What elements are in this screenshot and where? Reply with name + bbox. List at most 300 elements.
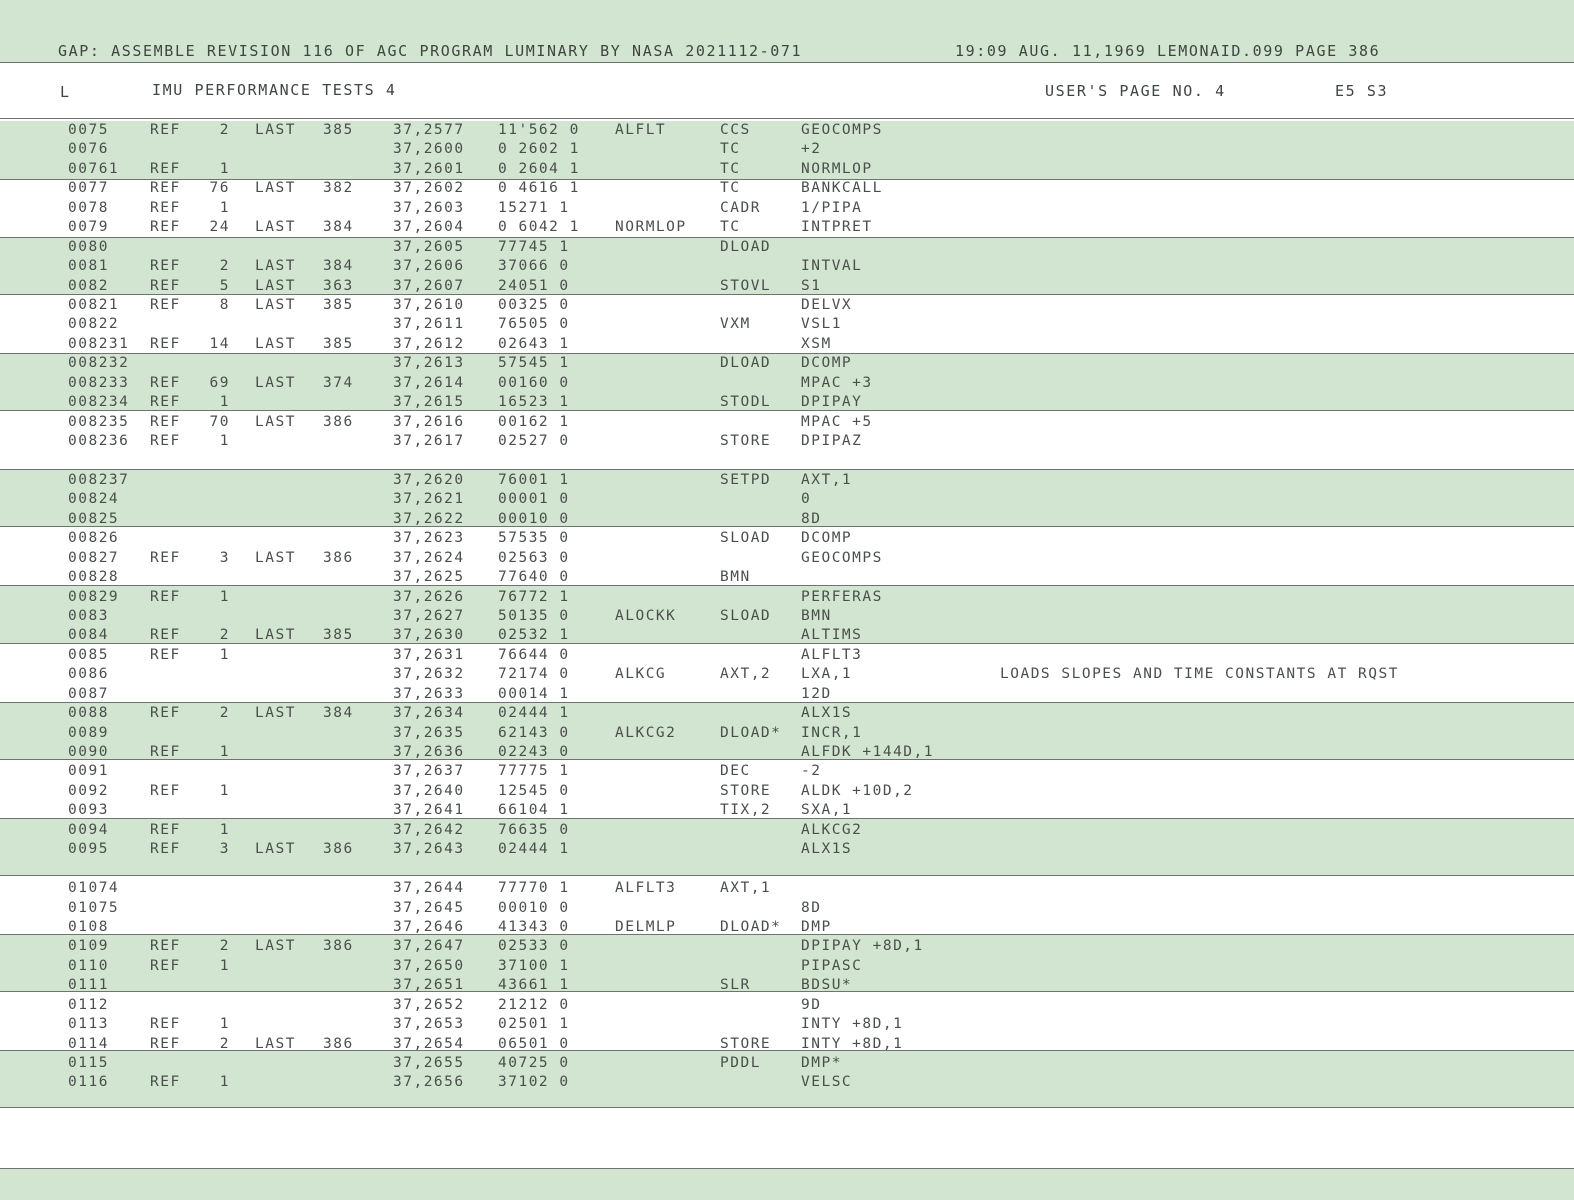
band-rule — [0, 1168, 1574, 1169]
address: 37,2641 — [393, 802, 465, 819]
operand: VSL1 — [801, 316, 842, 333]
operand: 8D — [801, 510, 822, 527]
listing-row — [0, 296, 1574, 315]
line-number: 0114 — [68, 1035, 109, 1052]
address: 37,2613 — [393, 355, 465, 372]
opcode: DLOAD* — [720, 724, 782, 741]
operand: ALKCG2 — [801, 821, 863, 838]
octal-word: 50135 0 — [498, 607, 570, 624]
line-number: 0086 — [68, 666, 109, 683]
ref-marker: REF — [150, 433, 181, 449]
opcode: STOVL — [720, 277, 772, 294]
symbol-label: ALOCKK — [615, 607, 677, 624]
last-page: 386 — [323, 938, 354, 955]
address: 37,2616 — [393, 413, 465, 430]
ref-count: 5 — [219, 277, 230, 294]
opcode: AXT,1 — [720, 880, 772, 897]
last-marker: LAST — [255, 122, 296, 138]
operand: ALFLT3 — [801, 646, 863, 663]
octal-word: 0 2602 1 — [498, 141, 580, 158]
octal-word: 40725 0 — [498, 1055, 570, 1071]
last-marker: LAST — [255, 413, 296, 430]
operand: SXA,1 — [801, 802, 853, 819]
ref-marker: REF — [150, 588, 181, 605]
last-page: 386 — [323, 841, 354, 858]
opcode: DLOAD — [720, 355, 772, 372]
listing-row — [0, 160, 1574, 179]
address: 37,2644 — [393, 880, 465, 897]
listing-row — [0, 335, 1574, 354]
line-number: 0081 — [68, 258, 109, 275]
ref-marker: REF — [150, 180, 181, 197]
operand: DPIPAY +8D,1 — [801, 938, 924, 955]
last-marker: LAST — [255, 627, 296, 644]
octal-word: 62143 0 — [498, 724, 570, 741]
octal-word: 43661 1 — [498, 977, 570, 994]
opcode: STORE — [720, 1035, 772, 1052]
octal-word: 76505 0 — [498, 316, 570, 333]
address: 37,2614 — [393, 374, 465, 391]
last-page: 384 — [323, 705, 354, 722]
user-page-number: USER'S PAGE NO. 4 — [1045, 82, 1226, 100]
listing-row — [0, 451, 1574, 470]
line-number: 0113 — [68, 1016, 109, 1033]
line-number: 0079 — [68, 219, 109, 236]
operand: ALTIMS — [801, 627, 863, 644]
address: 37,2621 — [393, 491, 465, 508]
operand: -2 — [801, 763, 822, 780]
ref-marker: REF — [150, 646, 181, 663]
line-number: 0115 — [68, 1055, 109, 1071]
last-marker: LAST — [255, 296, 296, 313]
octal-word: 02533 0 — [498, 938, 570, 955]
header-rule — [0, 118, 1574, 119]
ref-count: 2 — [219, 258, 230, 275]
listing-row — [0, 277, 1574, 296]
operand: PERFERAS — [801, 588, 883, 605]
listing-row — [0, 529, 1574, 548]
line-number: 0092 — [68, 782, 109, 799]
listing-row — [0, 762, 1574, 781]
ref-marker: REF — [150, 938, 181, 955]
operand: 12D — [801, 685, 832, 702]
octal-word: 76001 1 — [498, 471, 570, 488]
ref-count: 1 — [219, 744, 230, 760]
address: 37,2631 — [393, 646, 465, 663]
line-number: 008231 — [68, 335, 130, 352]
address: 37,2655 — [393, 1055, 465, 1071]
line-number: 0075 — [68, 122, 109, 138]
listing-row — [0, 918, 1574, 937]
listing-row — [0, 685, 1574, 704]
operand: AXT,1 — [801, 471, 853, 488]
symbol-label: ALKCG2 — [615, 724, 677, 741]
operand: ALDK +10D,2 — [801, 782, 914, 799]
line-number: 0089 — [68, 724, 109, 741]
opcode: VXM — [720, 316, 751, 333]
address: 37,2612 — [393, 335, 465, 352]
last-page: 384 — [323, 219, 354, 236]
last-marker: LAST — [255, 219, 296, 236]
address: 37,2600 — [393, 141, 465, 158]
ref-count: 2 — [219, 938, 230, 955]
octal-word: 11'562 0 — [498, 122, 580, 138]
octal-word: 76635 0 — [498, 821, 570, 838]
section-title: IMU PERFORMANCE TESTS 4 — [152, 81, 397, 99]
operand: 9D — [801, 996, 822, 1013]
listing-row — [0, 899, 1574, 918]
operand: DMP* — [801, 1055, 842, 1071]
octal-word: 77775 1 — [498, 763, 570, 780]
operand: INTY +8D,1 — [801, 1035, 904, 1052]
symbol-label: DELMLP — [615, 918, 677, 935]
ref-count: 2 — [219, 705, 230, 722]
address: 37,2611 — [393, 316, 465, 333]
operand: +2 — [801, 141, 822, 158]
ref-marker: REF — [150, 821, 181, 838]
address: 37,2643 — [393, 841, 465, 858]
address: 37,2624 — [393, 549, 465, 566]
listing-row — [0, 665, 1574, 684]
opcode: SETPD — [720, 471, 772, 488]
octal-word: 02501 1 — [498, 1016, 570, 1033]
address: 37,2647 — [393, 938, 465, 955]
ref-marker: REF — [150, 277, 181, 294]
line-number: 01075 — [68, 899, 120, 916]
line-number: 00828 — [68, 569, 120, 586]
octal-word: 76772 1 — [498, 588, 570, 605]
listing-row — [0, 510, 1574, 529]
ref-count: 2 — [219, 122, 230, 138]
ref-marker: REF — [150, 413, 181, 430]
listing-row — [0, 413, 1574, 432]
last-page: 382 — [323, 180, 354, 197]
operand: DCOMP — [801, 530, 853, 547]
octal-word: 37066 0 — [498, 258, 570, 275]
line-number: 0090 — [68, 744, 109, 760]
line-number: 0080 — [68, 238, 109, 255]
address: 37,2652 — [393, 996, 465, 1013]
assembly-title: GAP: ASSEMBLE REVISION 116 OF AGC PROGRAM LUMINARY BY NASA 2021112-071 — [58, 42, 803, 60]
last-marker: LAST — [255, 938, 296, 955]
listing-row — [0, 218, 1574, 237]
listing-row — [0, 801, 1574, 820]
octal-word: 37100 1 — [498, 957, 570, 974]
ref-count: 1 — [219, 782, 230, 799]
listing-row — [0, 490, 1574, 509]
last-marker: LAST — [255, 841, 296, 858]
opcode: PDDL — [720, 1055, 761, 1071]
ref-count: 1 — [219, 1074, 230, 1091]
octal-word: 02444 1 — [498, 705, 570, 722]
opcode: TC — [720, 219, 741, 236]
last-marker: LAST — [255, 335, 296, 352]
listing-row — [0, 704, 1574, 723]
line-number: 0087 — [68, 685, 109, 702]
octal-word: 66104 1 — [498, 802, 570, 819]
listing-row — [0, 315, 1574, 334]
listing-row — [0, 957, 1574, 976]
address: 37,2623 — [393, 530, 465, 547]
last-marker: LAST — [255, 277, 296, 294]
last-marker: LAST — [255, 374, 296, 391]
line-number: 008232 — [68, 355, 130, 372]
last-page: 385 — [323, 335, 354, 352]
line-number: 0084 — [68, 627, 109, 644]
green-bar-band — [0, 1168, 1574, 1200]
ref-marker: REF — [150, 1016, 181, 1033]
last-page: 384 — [323, 258, 354, 275]
operand: ALFDK +144D,1 — [801, 744, 934, 760]
listing-row — [0, 1073, 1574, 1092]
listing-flag: L — [60, 83, 71, 101]
line-number: 0082 — [68, 277, 109, 294]
listing-row — [0, 860, 1574, 879]
octal-word: 02643 1 — [498, 335, 570, 352]
opcode: SLOAD — [720, 530, 772, 547]
ref-marker: REF — [150, 122, 181, 138]
opcode: TC — [720, 141, 741, 158]
ref-count: 24 — [209, 219, 230, 236]
ref-marker: REF — [150, 957, 181, 974]
symbol-label: ALFLT — [615, 122, 667, 138]
operand: 8D — [801, 899, 822, 916]
last-page: 374 — [323, 374, 354, 391]
operand: GEOCOMPS — [801, 122, 883, 138]
octal-word: 06501 0 — [498, 1035, 570, 1052]
ref-count: 1 — [219, 160, 230, 177]
last-page: 385 — [323, 296, 354, 313]
address: 37,2654 — [393, 1035, 465, 1052]
operand: VELSC — [801, 1074, 853, 1091]
operand: DPIPAZ — [801, 433, 863, 449]
operand: DCOMP — [801, 355, 853, 372]
address: 37,2632 — [393, 666, 465, 683]
operand: PIPASC — [801, 957, 863, 974]
line-number: 0077 — [68, 180, 109, 197]
ref-count: 1 — [219, 588, 230, 605]
listing-row — [0, 996, 1574, 1015]
last-marker: LAST — [255, 705, 296, 722]
operand: 1/PIPA — [801, 199, 863, 216]
address: 37,2610 — [393, 296, 465, 313]
operand: DMP — [801, 918, 832, 935]
ref-count: 8 — [219, 296, 230, 313]
listing-row — [0, 432, 1574, 451]
listing-row — [0, 179, 1574, 198]
opcode: STODL — [720, 394, 772, 411]
last-marker: LAST — [255, 1035, 296, 1052]
ref-count: 70 — [209, 413, 230, 430]
octal-word: 00162 1 — [498, 413, 570, 430]
listing-row — [0, 568, 1574, 587]
ref-count: 1 — [219, 1016, 230, 1033]
address: 37,2601 — [393, 160, 465, 177]
line-number: 0088 — [68, 705, 109, 722]
listing-row — [0, 821, 1574, 840]
line-number: 0094 — [68, 821, 109, 838]
listing-row — [0, 374, 1574, 393]
line-number: 00761 — [68, 160, 120, 177]
operand: BDSU* — [801, 977, 853, 994]
listing-row — [0, 1054, 1574, 1073]
address: 37,2605 — [393, 238, 465, 255]
octal-word: 41343 0 — [498, 918, 570, 935]
octal-word: 00001 0 — [498, 491, 570, 508]
line-number: 01074 — [68, 880, 120, 897]
last-marker: LAST — [255, 258, 296, 275]
octal-word: 57535 0 — [498, 530, 570, 547]
address: 37,2615 — [393, 394, 465, 411]
octal-word: 77745 1 — [498, 238, 570, 255]
octal-word: 77770 1 — [498, 880, 570, 897]
opcode: TC — [720, 180, 741, 197]
octal-word: 02444 1 — [498, 841, 570, 858]
octal-word: 15271 1 — [498, 199, 570, 216]
listing-row — [0, 976, 1574, 995]
listing-row — [0, 393, 1574, 412]
line-number: 00826 — [68, 530, 120, 547]
opcode: TC — [720, 160, 741, 177]
line-number: 0078 — [68, 199, 109, 216]
ref-marker: REF — [150, 841, 181, 858]
ref-marker: REF — [150, 1035, 181, 1052]
ref-marker: REF — [150, 549, 181, 566]
operand: NORMLOP — [801, 160, 873, 177]
symbol-label: NORMLOP — [615, 219, 687, 236]
line-number: 0111 — [68, 977, 109, 994]
opcode: DLOAD* — [720, 918, 782, 935]
listing-row — [0, 121, 1574, 140]
ref-count: 1 — [219, 957, 230, 974]
operand: 0 — [801, 491, 812, 508]
line-number: 00824 — [68, 491, 120, 508]
address: 37,2603 — [393, 199, 465, 216]
octal-word: 02563 0 — [498, 549, 570, 566]
octal-word: 0 2604 1 — [498, 160, 580, 177]
ref-count: 14 — [209, 335, 230, 352]
address: 37,2637 — [393, 763, 465, 780]
last-page: 363 — [323, 277, 354, 294]
line-number: 008234 — [68, 394, 130, 411]
operand: INTVAL — [801, 258, 863, 275]
ref-marker: REF — [150, 744, 181, 760]
ref-marker: REF — [150, 160, 181, 177]
line-number: 0109 — [68, 938, 109, 955]
address: 37,2645 — [393, 899, 465, 916]
line-number: 0093 — [68, 802, 109, 819]
line-number: 008233 — [68, 374, 130, 391]
listing-row — [0, 140, 1574, 159]
ref-count: 2 — [219, 1035, 230, 1052]
address: 37,2633 — [393, 685, 465, 702]
line-number: 0112 — [68, 996, 109, 1013]
operand: BMN — [801, 607, 832, 624]
listing-row — [0, 549, 1574, 568]
line-number: 00825 — [68, 510, 120, 527]
header-rule — [0, 62, 1574, 63]
opcode: BMN — [720, 569, 751, 586]
opcode: DLOAD — [720, 238, 772, 255]
line-number: 0116 — [68, 1074, 109, 1091]
octal-word: 00014 1 — [498, 685, 570, 702]
operand: MPAC +5 — [801, 413, 873, 430]
operand: MPAC +3 — [801, 374, 873, 391]
ref-count: 69 — [209, 374, 230, 391]
operand: ALX1S — [801, 705, 853, 722]
ref-count: 1 — [219, 394, 230, 411]
listing-row — [0, 879, 1574, 898]
listing-table — [0, 121, 1574, 1093]
line-number: 0076 — [68, 141, 109, 158]
octal-word: 00325 0 — [498, 296, 570, 313]
ref-count: 3 — [219, 549, 230, 566]
octal-word: 00010 0 — [498, 899, 570, 916]
octal-word: 72174 0 — [498, 666, 570, 683]
ref-marker: REF — [150, 219, 181, 236]
address: 37,2607 — [393, 277, 465, 294]
last-marker: LAST — [255, 180, 296, 197]
address: 37,2640 — [393, 782, 465, 799]
line-number: 0095 — [68, 841, 109, 858]
line-number: 00822 — [68, 316, 120, 333]
listing-row — [0, 1015, 1574, 1034]
address: 37,2627 — [393, 607, 465, 624]
opcode: DEC — [720, 763, 751, 780]
operand: ALX1S — [801, 841, 853, 858]
ref-marker: REF — [150, 627, 181, 644]
address: 37,2577 — [393, 122, 465, 138]
line-number: 0110 — [68, 957, 109, 974]
listing-row — [0, 354, 1574, 373]
octal-word: 02532 1 — [498, 627, 570, 644]
octal-word: 02243 0 — [498, 744, 570, 760]
address: 37,2635 — [393, 724, 465, 741]
octal-word: 37102 0 — [498, 1074, 570, 1091]
last-marker: LAST — [255, 549, 296, 566]
opcode: CADR — [720, 199, 761, 216]
listing-row — [0, 238, 1574, 257]
line-number: 008237 — [68, 471, 130, 488]
operand: GEOCOMPS — [801, 549, 883, 566]
ref-count: 1 — [219, 433, 230, 449]
octal-word: 16523 1 — [498, 394, 570, 411]
address: 37,2617 — [393, 433, 465, 449]
operand: LXA,1 — [801, 666, 853, 683]
octal-word: 02527 0 — [498, 433, 570, 449]
bank-code: E5 S3 — [1335, 82, 1389, 100]
address: 37,2606 — [393, 258, 465, 275]
octal-word: 00160 0 — [498, 374, 570, 391]
operand: DELVX — [801, 296, 853, 313]
ref-marker: REF — [150, 1074, 181, 1091]
octal-word: 0 6042 1 — [498, 219, 580, 236]
listing-row — [0, 199, 1574, 218]
address: 37,2656 — [393, 1074, 465, 1091]
octal-word: 24051 0 — [498, 277, 570, 294]
listing-row — [0, 1035, 1574, 1054]
operand: S1 — [801, 277, 822, 294]
opcode: AXT,2 — [720, 666, 772, 683]
ref-marker: REF — [150, 199, 181, 216]
opcode: TIX,2 — [720, 802, 772, 819]
octal-word: 76644 0 — [498, 646, 570, 663]
listing-row — [0, 607, 1574, 626]
operand: XSM — [801, 335, 832, 352]
band-rule — [0, 1107, 1574, 1108]
address: 37,2630 — [393, 627, 465, 644]
listing-row — [0, 257, 1574, 276]
